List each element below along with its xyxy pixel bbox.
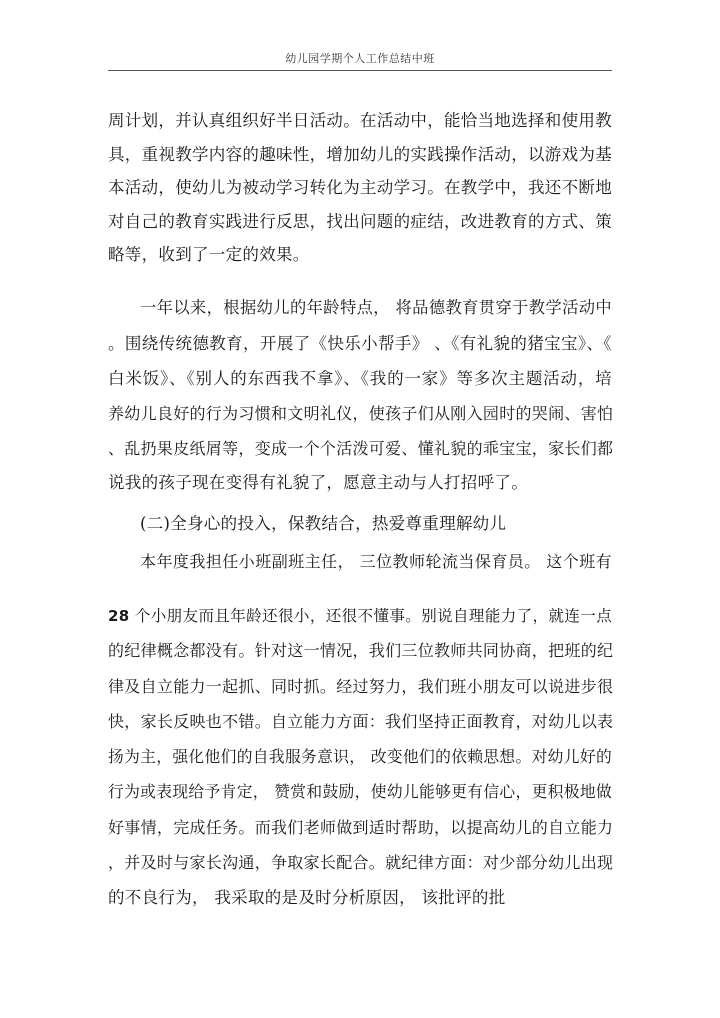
paragraph-1-line-4: 对自己的教育实践进行反思，找出问题的症结，改进教育的方式、策: [108, 212, 612, 231]
paragraph-3-line-4: 律及自立能力一起抓、同时抓。经过努力，我们班小朋友可以说进步很: [108, 677, 614, 696]
paragraph-2-line-2: 。围绕传统德教育，开展了《快乐小帮手》 、《有礼貌的猪宝宝》、《: [108, 334, 612, 353]
paragraph-3-line-3: 的纪律概念都没有。针对这一情况，我们三位教师共同协商，把班的纪: [108, 641, 614, 660]
paragraph-3-line-9: ，并及时与家长沟通，争取家长配合。就纪律方面：对少部分幼儿出现: [108, 853, 614, 872]
paragraph-2-line-3: 白米饭》、《别人的东西我不拿》、《我的一家》等多次主题活动，培: [108, 369, 612, 388]
paragraph-3-line-2: [108, 606, 612, 626]
paragraph-3-line-6: 扬为主，强化他们的自我服务意识， 改变他们的依赖思想。对幼儿好的: [108, 747, 612, 766]
paragraph-1-line-1: 周计划，并认真组织好半日活动。在活动中，能恰当地选择和使用教: [108, 111, 612, 130]
paragraph-3-line-5: 快，家长反映也不错。自立能力方面：我们坚持正面教育，对幼儿以表: [108, 712, 614, 731]
paragraph-3-line-7: 行为或表现给予肯定， 赞赏和鼓励，使幼儿能够更有信心，更积极地做: [108, 782, 612, 801]
paragraph-1-line-3: 本活动，使幼儿为被动学习转化为主动学习。在教学中，我还不断地: [108, 178, 612, 197]
paragraph-1-line-2: 具，重视教学内容的趣味性，增加幼儿的实践操作活动，以游戏为基: [108, 145, 612, 164]
section-heading: (二)全身心的投入，保教结合，热爱尊重理解幼儿: [140, 514, 507, 533]
paragraph-2-line-6: 说我的孩子现在变得有礼貌了，愿意主动与人打招呼了。: [108, 473, 528, 492]
paragraph-3-line-2-text: 个小朋友而且年龄还很小，还很不懂事。别说自理能力了，就连一点: [129, 607, 612, 625]
paragraph-2-line-1: 一年以来，根据幼儿的年龄特点， 将品德教育贯穿于教学活动中: [140, 298, 612, 317]
paragraph-2-line-4: 养幼儿良好的行为习惯和文明礼仪，使孩子们从刚入园时的哭闹、害怕: [108, 404, 614, 423]
paragraph-3-line-8: 好事情，完成任务。而我们老师做到适时帮助，以提高幼儿的自立能力: [108, 818, 614, 837]
children-count: 28: [108, 607, 130, 625]
header-divider: [108, 70, 612, 71]
running-header: 幼儿园学期个人工作总结中班: [285, 52, 435, 65]
paragraph-2-line-5: 、乱扔果皮纸屑等，变成一个个活泼可爱、懂礼貌的乖宝宝，家长们都: [108, 439, 614, 458]
paragraph-3-line-1: 本年度我担任小班副班主任， 三位教师轮流当保育员。 这个班有: [140, 552, 612, 571]
paragraph-3-line-10: 的不良行为， 我采取的是及时分析原因， 该批评的批: [108, 888, 506, 907]
paragraph-1-line-5: 略等，收到了一定的效果。: [108, 245, 310, 264]
